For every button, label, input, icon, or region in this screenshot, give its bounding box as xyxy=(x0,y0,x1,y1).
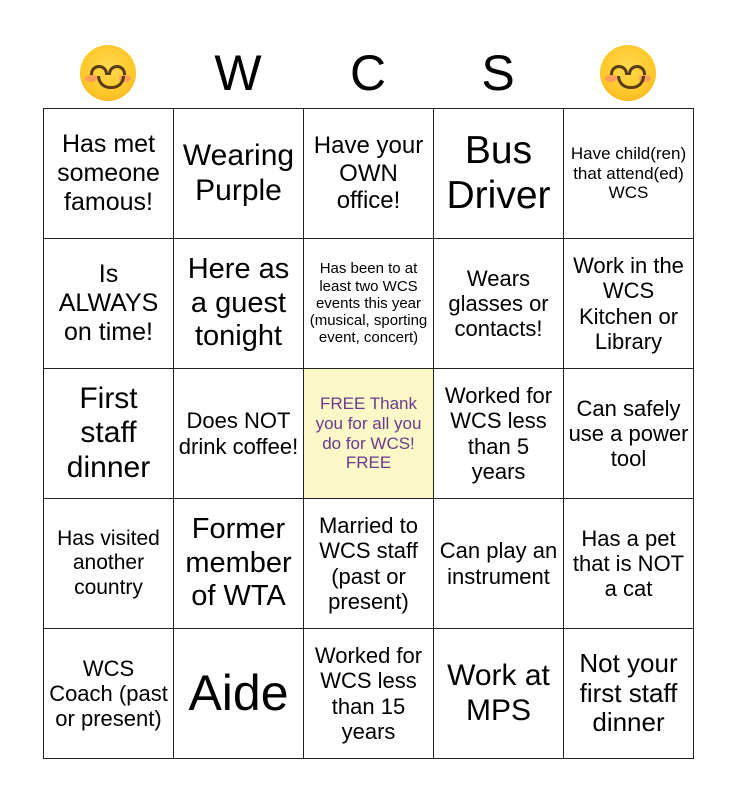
bingo-cell[interactable]: Here as a guest tonight xyxy=(174,239,304,369)
free-space-cell[interactable]: FREE Thank you for all you do for WCS! FREE xyxy=(304,369,434,499)
bingo-row xyxy=(44,499,694,629)
bingo-row xyxy=(44,109,694,239)
bingo-header xyxy=(43,38,693,108)
bingo-cell[interactable]: Wearing Purple xyxy=(174,109,304,239)
bingo-cell[interactable]: Is ALWAYS on time! xyxy=(44,239,174,369)
bingo-cell[interactable]: Has a pet that is NOT a cat xyxy=(564,499,694,629)
bingo-cell[interactable]: WCS Coach (past or present) xyxy=(44,629,174,759)
bingo-cell[interactable]: Has visited another country xyxy=(44,499,174,629)
header-letter-s: S xyxy=(481,45,515,101)
bingo-cell[interactable]: Bus Driver xyxy=(434,109,564,239)
bingo-cell[interactable]: Can safely use a power tool xyxy=(564,369,694,499)
bingo-cell[interactable]: Wears glasses or contacts! xyxy=(434,239,564,369)
bingo-cell[interactable]: Not your first staff dinner xyxy=(564,629,694,759)
bingo-cell[interactable]: Worked for WCS less than 5 years xyxy=(434,369,564,499)
header-right-cell xyxy=(563,38,693,108)
header-letter-c: C xyxy=(349,45,387,101)
header-letter-w: W xyxy=(214,45,262,101)
bingo-cell[interactable]: Can play an instrument xyxy=(434,499,564,629)
bingo-cell[interactable]: Work in the WCS Kitchen or Library xyxy=(564,239,694,369)
bingo-row xyxy=(44,239,694,369)
bingo-cell[interactable]: Aide xyxy=(174,629,304,759)
bingo-cell[interactable]: Does NOT drink coffee! xyxy=(174,369,304,499)
smiling-face-icon xyxy=(600,45,656,101)
header-left-cell xyxy=(43,38,173,108)
bingo-row xyxy=(44,629,694,759)
bingo-row xyxy=(44,369,694,499)
bingo-cell[interactable]: Has met someone famous! xyxy=(44,109,174,239)
bingo-cell[interactable]: Have your OWN office! xyxy=(304,109,434,239)
bingo-cell[interactable]: Former member of WTA xyxy=(174,499,304,629)
bingo-cell[interactable]: Has been to at least two WCS events this year (musical, sporting event, concert) xyxy=(304,239,434,369)
smiling-face-icon xyxy=(80,45,136,101)
bingo-cell[interactable]: Worked for WCS less than 15 years xyxy=(304,629,434,759)
bingo-cell[interactable]: Have child(ren) that attend(ed) WCS xyxy=(564,109,694,239)
bingo-cell[interactable]: Married to WCS staff (past or present) xyxy=(304,499,434,629)
bingo-cell[interactable]: Work at MPS xyxy=(434,629,564,759)
bingo-cell[interactable]: First staff dinner xyxy=(44,369,174,499)
bingo-grid xyxy=(43,108,694,759)
